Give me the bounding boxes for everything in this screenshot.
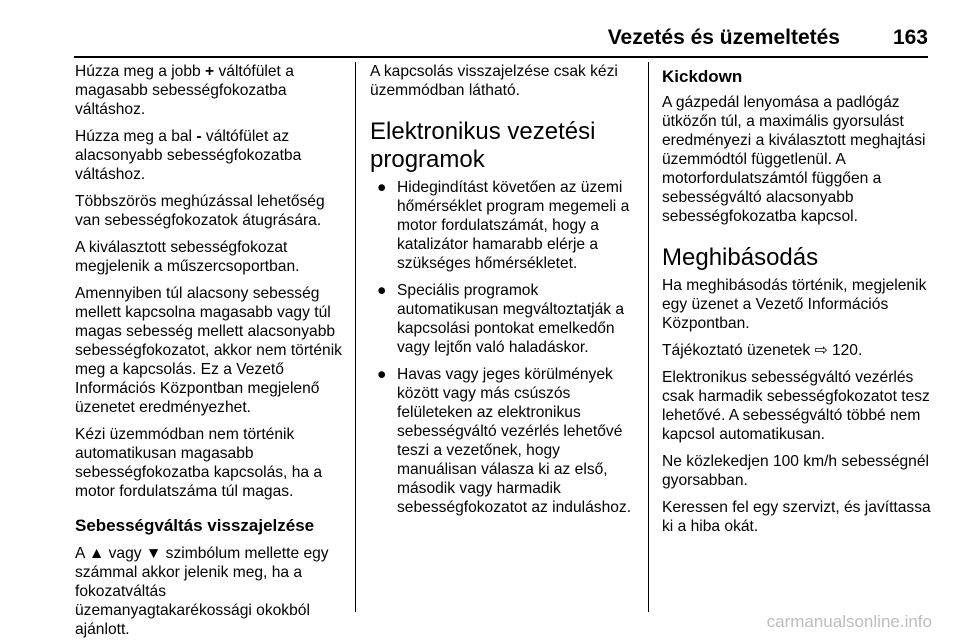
paragraph-kickdown: A gázpedál lenyomása a padlógáz ütközőn túl, a maximális gyorsulást eredményezi a kiválasztott meghajtási üzemmódtól függetlenül. A motorfordulatszámtól függően a sebességváltó alacsonyabb sebességfokozatba kapcsol.: [662, 94, 926, 225]
watermark: carmanualsonline.info: [766, 612, 932, 631]
paragraph-shift-indicator: A ▲ vagy ▼ szimbólum mellette egy számmal akkor jelenik meg, ha a fokozatváltás üzemanyagtakarékossági okokból ajánlott.: [75, 545, 329, 638]
text: Húzza meg a jobb: [75, 63, 206, 80]
column-left: [75, 62, 343, 638]
paragraph-info-messages-ref: Tájékoztató üzenetek ⇨ 120.: [662, 342, 863, 359]
heading-malfunction: Meghibásodás: [662, 244, 819, 271]
paragraph-downshift: [75, 127, 343, 184]
paragraph-service: Keressen fel egy szervizt, és javíttassa ki a hiba okát.: [662, 499, 931, 535]
text: váltófület a magasabb sebességfokozatba váltáshoz.: [75, 63, 294, 118]
paragraph-gear-limits: Amennyiben túl alacsony sebesség mellett kapcsolna magasabb vagy túl magas sebesség mellett alacsonyabb sebességfokozatot, akkor nem történik meg a kapcsolás. Ez a Vezető Információs Központban megjelenő üzenetet eredményezhet.: [75, 285, 342, 416]
paragraph-gear-display: A kiválasztott sebességfokozat megjelenik a műszercsoportban.: [75, 239, 300, 275]
column-divider-left: [355, 62, 356, 612]
text: váltófület az alacsonyabb sebességfokozatba váltáshoz.: [75, 128, 302, 183]
bullet-icon: ●: [377, 366, 387, 383]
paragraph-malfunction-message: Ha meghibásodás történik, megjelenik egy üzenet a Vezető Információs Központban.: [662, 277, 927, 332]
paragraph-indicator-manual: A kapcsolás visszajelzése csak kézi üzemmódban látható.: [370, 63, 618, 99]
paragraph-skip-gears: Többszörös meghúzással lehetőség van sebességfokozatok átugrására.: [75, 193, 325, 229]
bullet-icon: ●: [377, 282, 387, 299]
column-divider-right: [648, 62, 649, 612]
page-number: 163: [892, 26, 928, 49]
list-item: [370, 365, 640, 517]
list-item: [370, 178, 640, 273]
paragraph-manual-mode: Kézi üzemmódban nem történik automatikusan magasabb sebességfokozatba kapcsolás, ha a motor fordulatszáma túl magas.: [75, 426, 323, 500]
paragraph-third-gear: Elektronikus sebességváltó vezérlés csak harmadik sebességfokozatot tesz lehetővé. A sebességváltó többé nem kapcsol automatikusan.: [662, 369, 930, 443]
list-item-text: Hidegindítást követően az üzemi hőmérséklet program megemeli a motor fordulatszámát, hogy a katalizátor hamarabb elérje a szükséges hőmérsékletet.: [397, 179, 630, 272]
heading-kickdown: Kickdown: [662, 67, 743, 86]
minus-symbol: -: [196, 128, 202, 145]
plus-symbol: +: [205, 63, 215, 80]
header-divider: [74, 56, 928, 58]
list-item-text: Havas vagy jeges körülmények között vagy más csúszós felületeken az elektronikus sebességváltó vezérlés lehetővé teszi a vezetőnek, hogy manuálisan válasza ki az első, második vagy harmadik sebességfokozatot az induláshoz.: [397, 366, 632, 516]
paragraph-speed-limit: Ne közlekedjen 100 km/h sebességnél gyorsabban.: [662, 453, 929, 489]
column-middle: [370, 62, 640, 612]
page-header: [0, 0, 960, 60]
paragraph-upshift: [75, 62, 343, 119]
section-title: Vezetés és üzemeltetés: [607, 26, 840, 49]
list-item: [370, 281, 640, 357]
list-item-text: Speciális programok automatikusan megváltoztatják a kapcsolási pontokat emelkedőn vagy lejtőn való haladáskor.: [397, 282, 625, 356]
program-list: [370, 178, 640, 517]
column-right: [662, 62, 932, 612]
heading-electronic-programs: Elektronikus vezetési programok: [370, 118, 596, 173]
heading-shift-indicator: Sebességváltás visszajelzése: [75, 516, 315, 535]
bullet-icon: ●: [377, 179, 387, 196]
text: Húzza meg a bal: [75, 128, 197, 145]
